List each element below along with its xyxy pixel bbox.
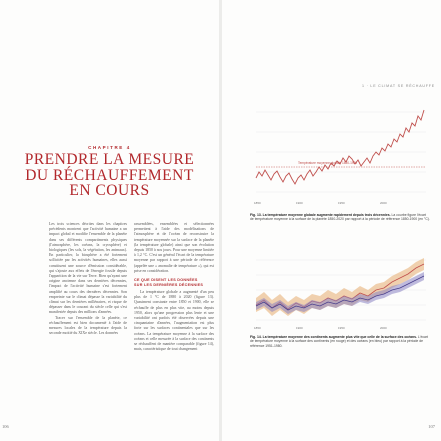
subhead-line: CE QUE DISENT LES DONNÉES <box>134 278 198 283</box>
figure-13-caption <box>250 213 430 222</box>
paragraph: La température globale a augmenté d'un peu plus de 1 °C de 1880 à 2020 (figure 13). Quasiment constante entre 1850 et 1900, elle se réchauffe de plus en plus vite, au moins depuis 1950, alors qu'une progression plus lente et une variabilité ont parfois été observées depuis une cinquantaine d'années, l'augmentation est plus forte sur les surfaces continentales que sur les océans. La température moyenne à la surface des océans et celle mesurée à la surface des continents se réchauffent de manière comparable (figure 14), mais, caractéristique de tout changement <box>134 290 214 352</box>
figure-14-caption <box>250 335 430 348</box>
chapter-label: CHAPITRE 4 <box>88 145 131 150</box>
paragraph: Les trois sciences décrites dans les chapitres précédents montrent que l'activité humaine a un impact global et modifie l'ensemble de la planète dans ses différents compartiments physiques (l'atmosphère, les océans, la cryosphère) et biologiques (les sols, la végétation, les animaux). En particulier, la biosphère a été fortement sollicitée par les activités humaines, elles aussi constituent une source d'émission considérable, qui s'ajoute aux effets de l'énergie fossile depuis l'apparition de la vie sur Terre. Bien qu'ayant une origine ancienne dans ses dernières décennies, l'impact de l'activité humaine s'est fortement amplifié au cours des dernières décennies. Son empreinte sur le climat dépasse la variabilité du climat sur les dernières millénaires, et risque de dépasser dans le courant du siècle celle qui s'est manifestée depuis des millions d'années. <box>49 222 127 315</box>
running-head: 1 · LE CLIMAT SE RÉCHAUFFE <box>362 84 435 88</box>
page-number: 107 <box>428 424 435 429</box>
caption-bold: Fig. 14. La température moyenne des continents augmente plus vite que celle de la surface des océans. <box>250 335 417 339</box>
paragraph: Tracer sur l'ensemble de la planète, ce réchauffement est bien documenté à l'aide de mesures locales de la température depuis la seconde moitié du XIXe siècle. Les données <box>49 315 127 336</box>
chapter-title-line: EN COURS <box>69 182 150 199</box>
svg-text:2000: 2000 <box>380 326 387 330</box>
body-column-1 <box>49 222 127 336</box>
svg-text:1850: 1850 <box>254 201 261 205</box>
chapter-title-line: PRENDRE LA MESURE <box>24 151 195 168</box>
paragraph: rassemblées, ensemblées et sélectionnées permettent à l'aide des modélisations de l'atmosphère et de l'océan de reconstruire la température moyennée sur la surface de la planète (la température globale) ainsi que son évolution depuis 1850 à nos jours. Pour une moyenne limitée à 1,2 °C. C'est un général l'écart de la température moyenne par rapport à une période de référence (appelée une « anomalie de température »), qui est prise en considération. <box>134 222 214 273</box>
caption-bold: Fig. 13. La température moyenne globale augmente rapidement depuis trois décennies. <box>250 213 391 217</box>
subhead-line: SUR LES DERNIÈRES DÉCENNIES <box>134 283 204 288</box>
caption-text: La courbe figure l'écart de température moyenne à la surface de la planète 1850-2020 par rapport à la période de référence 1850-1900 (en °C). <box>250 213 430 222</box>
svg-text:1850: 1850 <box>254 326 261 330</box>
page-number: 106 <box>2 424 9 429</box>
svg-text:1900: 1900 <box>296 326 303 330</box>
figure-13 <box>250 92 430 212</box>
svg-text:1900: 1900 <box>296 201 303 205</box>
caption-text: L'écart de température moyenne à la surface des continents (en rouge) et des océans (en bleu) par rapport à la période de référence 1951-1980. <box>250 335 428 348</box>
svg-text:2000: 2000 <box>380 201 387 205</box>
chapter-title-line: DU RÉCHAUFFEMENT <box>25 166 194 184</box>
left-page <box>0 0 219 441</box>
svg-text:1950: 1950 <box>338 326 345 330</box>
chapter-title <box>0 152 219 199</box>
svg-text:1950: 1950 <box>338 201 345 205</box>
temperature-curve <box>256 110 424 184</box>
body-column-2 <box>134 222 214 352</box>
figure-13-chart <box>250 92 430 212</box>
section-subhead <box>134 278 214 288</box>
figure-14 <box>250 250 430 332</box>
baseline-annotation: Température moyenne globale 1850-1900 <box>298 161 358 165</box>
figure-14-chart <box>250 250 430 332</box>
